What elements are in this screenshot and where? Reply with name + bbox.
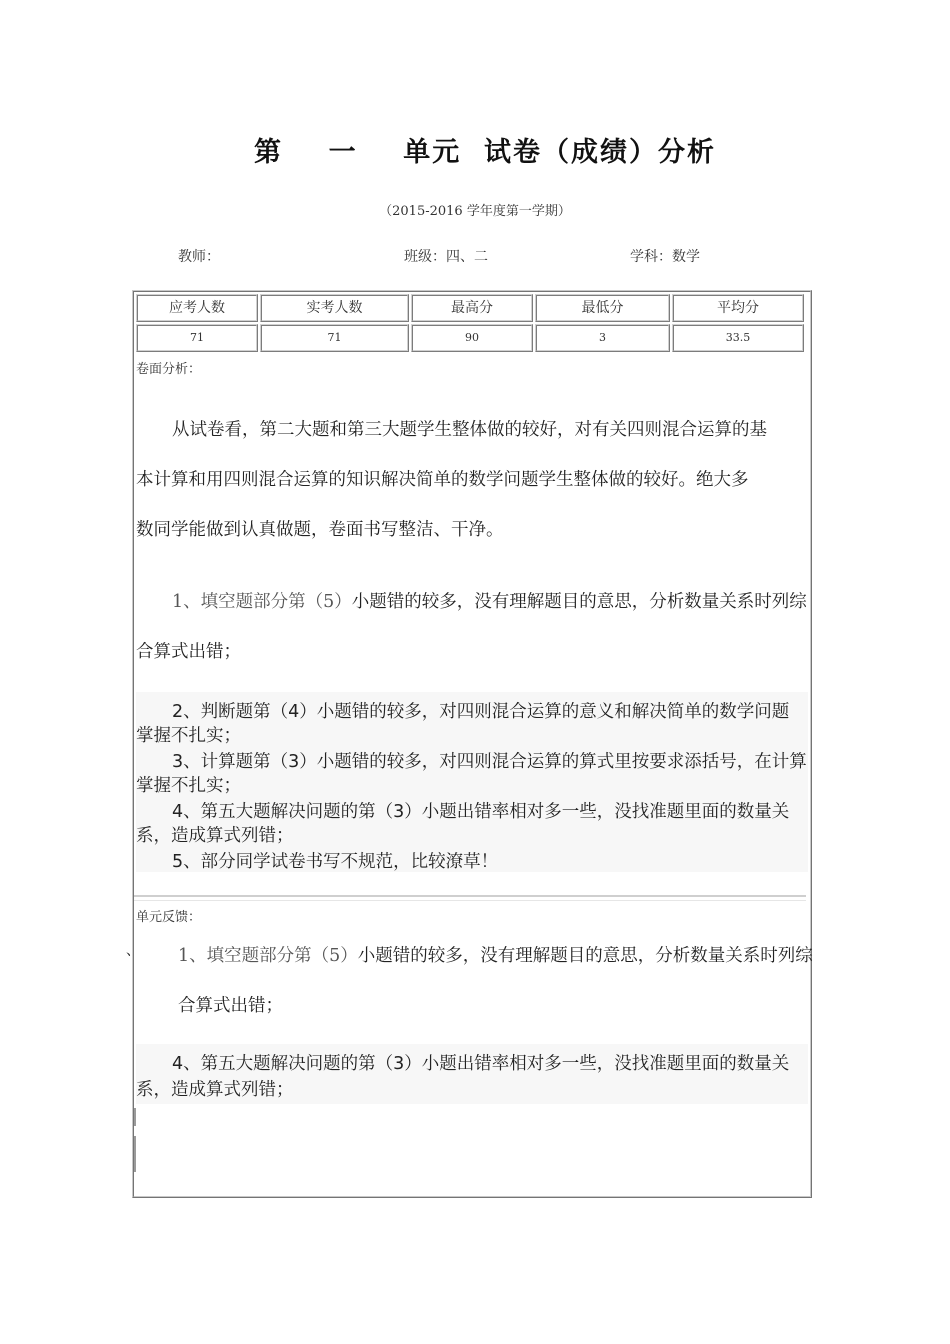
analysis-item-4: 4、第五大题解决问题的第（3）小题出错率相对多一些，没找准题里面的数量关: [172, 802, 790, 822]
analysis-item-5: 5、部分同学试卷书写不规范，比较潦草！: [172, 852, 499, 872]
header-cell-avg: 平均分: [672, 294, 804, 322]
header-cell-max: 最高分: [411, 294, 533, 322]
header-cell-min: 最低分: [535, 294, 670, 322]
analysis-item-1-text: 小题错的较多，没有理解题目的意思，分析数量关系时列综: [351, 592, 807, 612]
analysis-item-1-prefix: 1、填空题部分第（5）: [172, 592, 352, 612]
section-divider: [134, 895, 806, 901]
feedback-item-4: 4、第五大题解决问题的第（3）小题出错率相对多一些，没找准题里面的数量关: [172, 1054, 790, 1074]
left-margin-bar: [134, 1136, 136, 1172]
feedback-item-1-text: 小题错的较多，没有理解题目的意思，分析数量关系时列综: [357, 946, 813, 966]
analysis-intro-line: 本计算和用四则混合运算的知识解决简单的数学问题学生整体做的较好。绝大多: [136, 470, 749, 490]
class-label: 班级：四、二: [404, 249, 488, 265]
analysis-item-1-cont: 合算式出错；: [136, 642, 241, 662]
value-cell-avg: 33.5: [672, 324, 804, 352]
page-title: 第 一 单元 试卷（成绩）分析: [254, 137, 716, 168]
feedback-item-1: [178, 942, 813, 967]
left-margin-bar: [134, 1108, 136, 1126]
analysis-item-4-cont: 系，造成算式列错；: [136, 826, 294, 846]
feedback-item-1-prefix: 1、填空题部分第（5）: [178, 946, 358, 966]
analysis-item-2-cont: 掌握不扎实；: [136, 726, 241, 746]
analysis-item-1: [172, 588, 807, 613]
teacher-label: 教师：: [178, 249, 220, 265]
analysis-intro-line: 从试卷看，第二大题和第三大题学生整体做的较好，对有关四则混合运算的基: [172, 420, 767, 440]
value-cell-expected: 71: [136, 324, 258, 352]
feedback-item-4-cont: 系，造成算式列错；: [136, 1080, 294, 1100]
analysis-item-2: 2、判断题第（4）小题错的较多，对四则混合运算的意义和解决简单的数学问题: [172, 702, 790, 722]
analysis-item-3-cont: 掌握不扎实；: [136, 776, 241, 796]
feedback-item-1-cont: 合算式出错；: [178, 996, 283, 1016]
feedback-mark: 、: [126, 943, 140, 959]
header-cell-expected: 应考人数: [136, 294, 258, 322]
analysis-label: 卷面分析：: [136, 362, 202, 377]
value-cell-actual: 71: [260, 324, 409, 352]
header-cell-actual: 实考人数: [260, 294, 409, 322]
page-subtitle: （2015-2016 学年度第一学期）: [379, 204, 571, 219]
feedback-label: 单元反馈：: [136, 910, 202, 925]
value-cell-max: 90: [411, 324, 533, 352]
subject-label: 学科：数学: [630, 249, 700, 265]
analysis-intro-line: 数同学能做到认真做题，卷面书写整洁、干净。: [136, 520, 504, 540]
value-cell-min: 3: [535, 324, 670, 352]
analysis-item-3: 3、计算题第（3）小题错的较多，对四则混合运算的算式里按要求添括号，在计算: [172, 752, 807, 772]
